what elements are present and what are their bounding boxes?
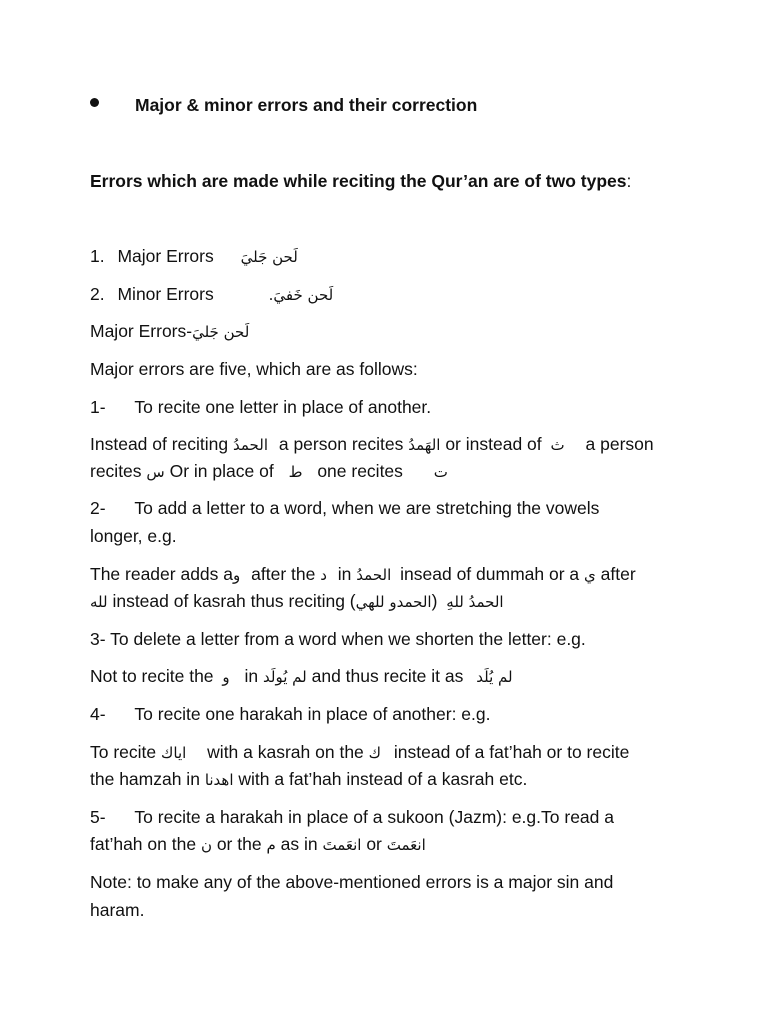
arabic-term: لَحن جَليَ [240,248,298,266]
text-segment: one recites [317,461,403,481]
text-segment: Instead of reciting [90,434,229,454]
arabic-word: لله [90,593,108,611]
error-3-title: 3- To delete a letter from a word when we shorten the letter: e.g. [90,629,586,649]
error-3-example [90,665,513,688]
text-segment: as in [280,834,318,854]
text-segment: Not to recite the [90,666,214,686]
error-2-title: 2- To add a letter to a word, when we are stretching the vowels [90,498,600,518]
text-segment: The reader adds a [90,564,234,584]
arabic-word: اهدنا [204,771,234,789]
list-number: 2. [90,284,105,304]
arabic-word: انعَمتَ [322,836,362,854]
note-line1: Note: to make any of the above-mentioned errors is a major sin and [90,872,614,892]
error-2-title-cont: longer, e.g. [90,526,177,546]
text-segment: or the [216,834,262,854]
error-5-title: 5- To recite a harakah in place of a sukoon (Jazm): e.g.To read a [90,807,614,827]
arabic-word: اياك [161,744,187,762]
text-segment: or [366,834,382,854]
text-segment: a person [585,434,654,454]
error-4-title: 4- To recite one harakah in place of another: e.g. [90,704,491,724]
arabic-letter: و [233,566,241,584]
text-segment: instead of a fat’hah or to recite [393,742,630,762]
arabic-letter: ن [200,836,212,854]
error-1-title: 1- To recite one letter in place of another. [90,397,432,417]
bullet-dot-icon [90,98,99,107]
arabic-letter: ك [368,744,382,762]
arabic-word: الهَمدُ [408,436,441,454]
intro-text: Errors which are made while reciting the Qur’an are of two types [90,171,627,191]
text-segment: a person recites [278,434,404,454]
list-item-major [90,245,298,268]
arabic-word: الحمدُ [233,436,268,454]
arabic-letter: و [222,668,230,686]
text-segment: instead of kasrah thus reciting ( [112,591,356,611]
text-segment: To recite [90,742,157,762]
error-1-example-line2 [90,460,448,483]
error-5-example [90,833,426,856]
arabic-word: الحمدُ [356,566,392,584]
arabic-phrase: الحمدُ للهِ [446,593,504,611]
arabic-term: لَحن جَليَ [192,323,250,341]
text-segment: with a fat’hah instead of a kasrah etc. [238,769,528,789]
text-segment: recites [90,461,142,481]
list-label: Minor Errors [117,284,214,304]
list-label: Major Errors [117,246,214,266]
arabic-letter: م [266,836,276,854]
list-number: 1. [90,246,105,266]
text-segment: the hamzah in [90,769,200,789]
error-2-example-line1 [90,563,636,586]
text-segment: or instead of [445,434,542,454]
arabic-letter: س [146,463,165,481]
arabic-phrase: الحمدو للهي [355,593,432,611]
arabic-letter: ث [550,436,565,454]
text-segment: insead of dummah or a [400,564,580,584]
heading-label: Major Errors- [90,321,193,341]
error-2-example-line2 [90,590,504,613]
arabic-letter: ط [288,463,303,481]
arabic-phrase: لم يُلَد [476,668,513,686]
arabic-letter: د [320,566,327,584]
major-errors-heading [90,320,249,343]
error-1-example-line1 [90,433,654,456]
text-segment: Or in place of [169,461,274,481]
arabic-phrase: لم يُولَد [263,668,307,686]
intro-colon: : [626,171,632,191]
text-segment: after [600,564,636,584]
arabic-word: انعَمتَ [386,836,426,854]
list-item-minor [90,283,333,306]
error-4-example-line2 [90,768,527,791]
text-segment: fat’hah on the [90,834,197,854]
arabic-letter: ي [584,566,596,584]
text-segment: and thus recite it as [311,666,464,686]
note-line2: haram. [90,900,145,920]
section-heading: Major & minor errors and their correction [135,95,478,115]
arabic-letter: ت [433,463,448,481]
text-segment: in [337,564,352,584]
intro-paragraph [90,170,631,192]
text-segment: in [244,666,259,686]
arabic-term: لَحن خَفيَ. [268,286,334,304]
error-4-example-line1 [90,741,629,764]
text-segment: after the [251,564,316,584]
text-segment: with a kasrah on the [207,742,364,762]
text-segment: ) [431,591,438,611]
five-intro: Major errors are five, which are as follows: [90,359,418,379]
